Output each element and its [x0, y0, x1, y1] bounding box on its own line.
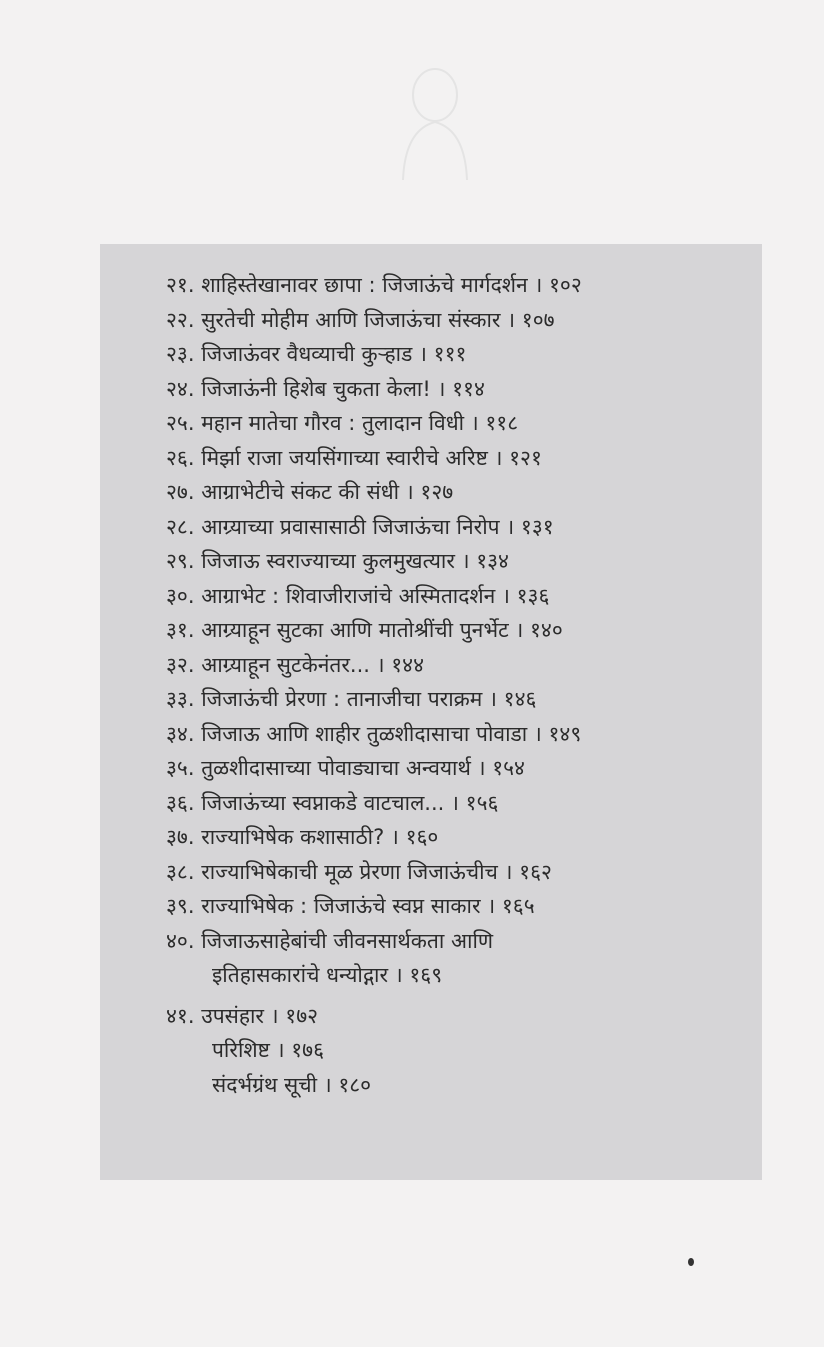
toc-entry-38: ३८. राज्याभिषेकाची मूळ प्रेरणा जिजाऊंचीच । १६२ — [166, 859, 552, 884]
toc-entry-21: २१. शाहिस्तेखानावर छापा : जिजाऊंचे मार्गदर्शन । १०२ — [166, 273, 582, 297]
toc-entry-28: २८. आग्र्याच्या प्रवासासाठी जिजाऊंचा निरोप । १३१ — [166, 514, 554, 539]
toc-entry-26: २६. मिर्झा राजा जयसिंगाच्या स्वारीचे अरिष्ट । १२१ — [166, 445, 542, 470]
toc-entry-27: २७. आग्राभेटीचे संकट की संधी । १२७ — [166, 480, 454, 504]
toc-entry-bibliography: संदर्भग्रंथ सूची । १८० — [212, 1072, 372, 1097]
portrait-watermark-icon — [395, 60, 475, 180]
toc-entry-40: ४०. जिजाऊसाहेबांची जीवनसार्थकता आणि — [166, 928, 494, 953]
table-of-contents-panel — [100, 244, 762, 1180]
toc-entry-33: ३३. जिजाऊंची प्रेरणा : तानाजीचा पराक्रम । १४६ — [166, 687, 537, 711]
toc-entry-34: ३४. जिजाऊ आणि शाहीर तुळशीदासाचा पोवाडा । १४९ — [166, 721, 582, 746]
toc-entry-24: २४. जिजाऊंनी हिशेब चुकता केला! । ११४ — [166, 376, 485, 401]
toc-entry-31: ३१. आग्र्याहून सुटका आणि मातोश्रींची पुनर्भेट । १४० — [166, 618, 563, 642]
toc-entry-35: ३५. तुळशीदासाच्या पोवाड्याचा अन्वयार्थ । १५४ — [166, 756, 525, 780]
toc-list — [166, 268, 752, 1102]
toc-entry-36: ३६. जिजाऊंच्या स्वप्नाकडे वाटचाल... । १५६ — [166, 790, 499, 815]
toc-entry-30: ३०. आग्राभेट : शिवाजीराजांचे अस्मितादर्शन । १३६ — [166, 583, 550, 608]
toc-entry-41: ४१. उपसंहार । १७२ — [166, 1003, 319, 1028]
toc-entry-40-continuation: इतिहासकारांचे धन्योद्गार । १६९ — [212, 963, 443, 987]
toc-entry-23: २३. जिजाऊंवर वैधव्याची कुऱ्हाड । १११ — [166, 342, 467, 366]
toc-entry-appendix: परिशिष्ट । १७६ — [212, 1038, 325, 1062]
toc-entry-29: २९. जिजाऊ स्वराज्याच्या कुलमुखत्यार । १३४ — [166, 549, 509, 573]
toc-entry-37: ३७. राज्याभिषेक कशासाठी? । १६० — [166, 825, 439, 849]
toc-entry-25: २५. महान मातेचा गौरव : तुलादान विधी । ११८ — [166, 411, 519, 435]
page-speck — [688, 1258, 694, 1266]
toc-entry-22: २२. सुरतेची मोहीम आणि जिजाऊंचा संस्कार । १०७ — [166, 307, 555, 332]
toc-entry-32: ३२. आग्र्याहून सुटकेनंतर... । १४४ — [166, 652, 425, 677]
toc-entry-39: ३९. राज्याभिषेक : जिजाऊंचे स्वप्न साकार । १६५ — [166, 894, 535, 918]
